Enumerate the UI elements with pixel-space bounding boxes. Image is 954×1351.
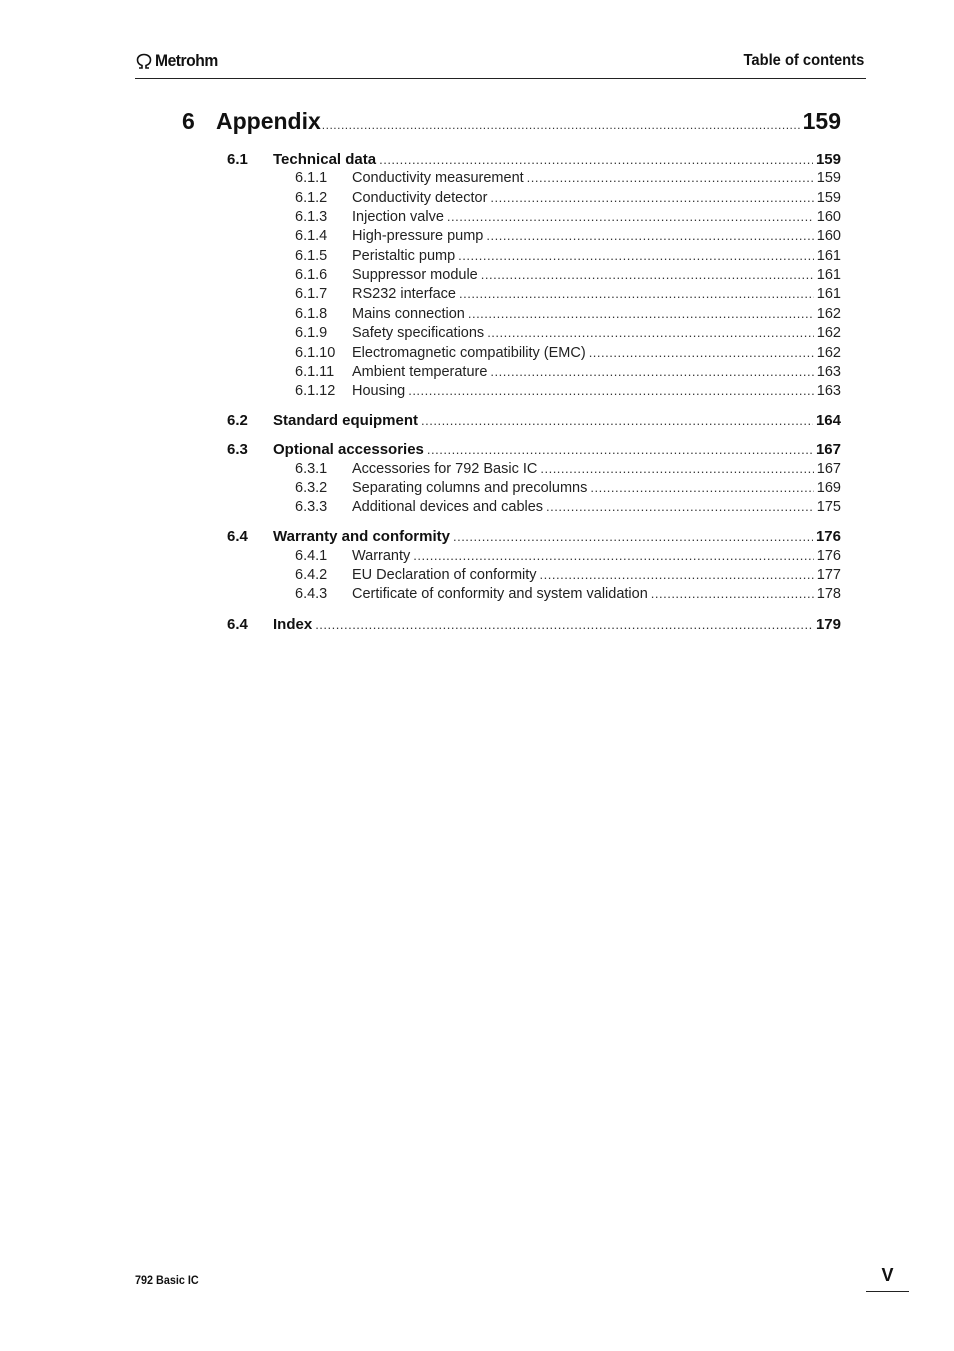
dot-leader xyxy=(540,461,813,476)
subsection-page: 175 xyxy=(816,499,841,516)
section-page: 176 xyxy=(815,528,841,546)
subsection-number: 6.1.7 xyxy=(295,286,328,303)
subsection-number: 6.4.3 xyxy=(295,586,328,603)
toc-subsection-entry[interactable] xyxy=(295,209,841,228)
toc-subsection-entry[interactable] xyxy=(295,461,841,480)
subsection-page: 167 xyxy=(816,460,841,477)
subsection-number: 6.1.12 xyxy=(295,383,336,400)
section-number: 6.4 xyxy=(227,528,248,546)
logo-text: Metrohm xyxy=(155,51,218,70)
subsection-title: Certificate of conformity and system validation xyxy=(352,586,648,603)
chapter-number: 6 xyxy=(182,108,195,134)
omega-icon xyxy=(135,53,153,69)
subsection-page: 177 xyxy=(816,567,841,584)
section-page: 159 xyxy=(815,151,841,168)
subsection-page: 163 xyxy=(816,363,841,380)
toc-section-entry[interactable] xyxy=(227,412,841,431)
toc-subsection-entry[interactable] xyxy=(295,325,841,344)
subsection-page: 161 xyxy=(816,286,841,303)
dot-leader xyxy=(427,442,813,457)
toc-subsection-entry[interactable] xyxy=(295,286,841,305)
subsection-page: 176 xyxy=(816,547,841,564)
metrohm-logo xyxy=(135,51,223,71)
section-title: Index xyxy=(273,615,313,633)
toc-subsection-entry[interactable] xyxy=(295,586,841,605)
dot-leader xyxy=(487,325,814,340)
subsection-title: Suppressor module xyxy=(352,267,478,284)
toc-subsection-entry[interactable] xyxy=(295,170,841,189)
dot-leader xyxy=(490,364,813,379)
subsection-page: 160 xyxy=(816,228,841,245)
subsection-page: 169 xyxy=(816,480,841,496)
dot-leader xyxy=(468,306,814,321)
subsection-number: 6.3.1 xyxy=(295,460,328,477)
subsection-number: 6.1.5 xyxy=(295,247,328,264)
section-page: 164 xyxy=(815,412,841,430)
subsection-title: High-pressure pump xyxy=(352,228,484,245)
subsection-page: 159 xyxy=(816,170,841,187)
footer-page-number: V xyxy=(866,1265,909,1292)
chapter-title: Appendix xyxy=(216,108,321,134)
header-section-title: Table of contents xyxy=(743,52,864,69)
toc-section-entry[interactable] xyxy=(227,151,841,170)
dot-leader xyxy=(590,480,813,495)
subsection-title: Electromagnetic compatibility (EMC) xyxy=(352,344,586,361)
section-number: 6.2 xyxy=(227,412,248,430)
subsection-title: Safety specifications xyxy=(352,325,485,342)
dot-leader xyxy=(459,286,814,301)
toc-subsection-entry[interactable] xyxy=(295,345,841,364)
dot-leader xyxy=(421,413,813,428)
subsection-page: 162 xyxy=(816,305,841,322)
dot-leader xyxy=(413,548,814,563)
subsection-page: 163 xyxy=(816,383,841,400)
subsection-title: Separating columns and precolumns xyxy=(352,480,588,496)
section-number: 6.3 xyxy=(227,441,248,459)
toc-subsection-entry[interactable] xyxy=(295,306,841,325)
toc-subsection-entry[interactable] xyxy=(295,228,841,247)
dot-leader xyxy=(589,345,814,360)
dot-leader xyxy=(453,529,813,544)
subsection-title: Ambient temperature xyxy=(352,363,488,380)
subsection-number: 6.1.3 xyxy=(295,209,328,226)
dot-leader xyxy=(486,228,813,243)
toc-subsection-entry[interactable] xyxy=(295,364,841,383)
subsection-page: 160 xyxy=(816,209,841,226)
dot-leader xyxy=(447,209,814,224)
section-number: 6.4 xyxy=(227,615,248,633)
toc-section-entry[interactable] xyxy=(227,528,841,547)
dot-leader xyxy=(651,586,814,601)
subsection-page: 161 xyxy=(816,267,841,284)
subsection-title: Mains connection xyxy=(352,305,465,322)
toc-subsection-entry[interactable] xyxy=(295,480,841,499)
subsection-title: Warranty xyxy=(352,547,411,564)
dot-leader xyxy=(458,248,814,263)
subsection-title: Peristaltic pump xyxy=(352,247,456,264)
dot-leader xyxy=(379,152,813,167)
subsection-page: 162 xyxy=(816,325,841,342)
subsection-title: Conductivity detector xyxy=(352,189,488,206)
section-page: 179 xyxy=(815,615,841,633)
dot-leader xyxy=(322,118,802,132)
subsection-number: 6.1.8 xyxy=(295,305,328,322)
subsection-number: 6.1.6 xyxy=(295,267,328,284)
subsection-title: Injection valve xyxy=(352,209,444,226)
section-title: Technical data xyxy=(273,151,377,168)
dot-leader xyxy=(540,567,814,582)
subsection-title: RS232 interface xyxy=(352,286,456,303)
dot-leader xyxy=(481,267,814,282)
subsection-page: 178 xyxy=(816,586,841,603)
subsection-page: 159 xyxy=(816,189,841,206)
dot-leader xyxy=(490,190,813,205)
toc-subsection-entry[interactable] xyxy=(295,248,841,267)
subsection-title: Conductivity measurement xyxy=(352,170,524,187)
dot-leader xyxy=(315,617,813,632)
toc-section-entry[interactable] xyxy=(227,616,841,635)
subsection-title: Accessories for 792 Basic IC xyxy=(352,460,538,477)
toc-subsection-entry[interactable] xyxy=(295,499,841,518)
subsection-number: 6.4.1 xyxy=(295,547,328,564)
subsection-number: 6.1.2 xyxy=(295,189,328,206)
subsection-title: Additional devices and cables xyxy=(352,499,544,516)
subsection-title: Housing xyxy=(352,383,406,400)
toc-chapter-entry[interactable] xyxy=(182,108,841,135)
subsection-title: EU Declaration of conformity xyxy=(352,567,537,584)
dot-leader xyxy=(527,170,814,185)
subsection-number: 6.1.1 xyxy=(295,170,328,187)
subsection-number: 6.1.10 xyxy=(295,344,336,361)
subsection-page: 162 xyxy=(816,344,841,361)
subsection-number: 6.3.2 xyxy=(295,480,328,496)
dot-leader xyxy=(546,499,814,514)
toc-subsection-entry[interactable] xyxy=(295,383,841,402)
section-number: 6.1 xyxy=(227,151,248,168)
toc-subsection-entry[interactable] xyxy=(295,567,841,586)
subsection-number: 6.1.11 xyxy=(295,363,335,380)
section-title: Warranty and conformity xyxy=(273,528,450,546)
chapter-page: 159 xyxy=(802,108,841,134)
toc-section-entry[interactable] xyxy=(227,441,841,460)
section-title: Standard equipment xyxy=(273,412,419,430)
toc-subsection-entry[interactable] xyxy=(295,548,841,567)
toc-subsection-entry[interactable] xyxy=(295,190,841,209)
header-divider xyxy=(135,78,866,79)
subsection-number: 6.1.9 xyxy=(295,325,328,342)
footer-product-name: 792 Basic IC xyxy=(135,1273,199,1287)
subsection-number: 6.1.4 xyxy=(295,228,328,245)
dot-leader xyxy=(408,383,814,398)
subsection-number: 6.4.2 xyxy=(295,567,328,584)
section-page: 167 xyxy=(815,441,841,459)
subsection-number: 6.3.3 xyxy=(295,499,328,516)
toc-subsection-entry[interactable] xyxy=(295,267,841,286)
subsection-page: 161 xyxy=(816,247,841,264)
section-title: Optional accessories xyxy=(273,441,424,459)
